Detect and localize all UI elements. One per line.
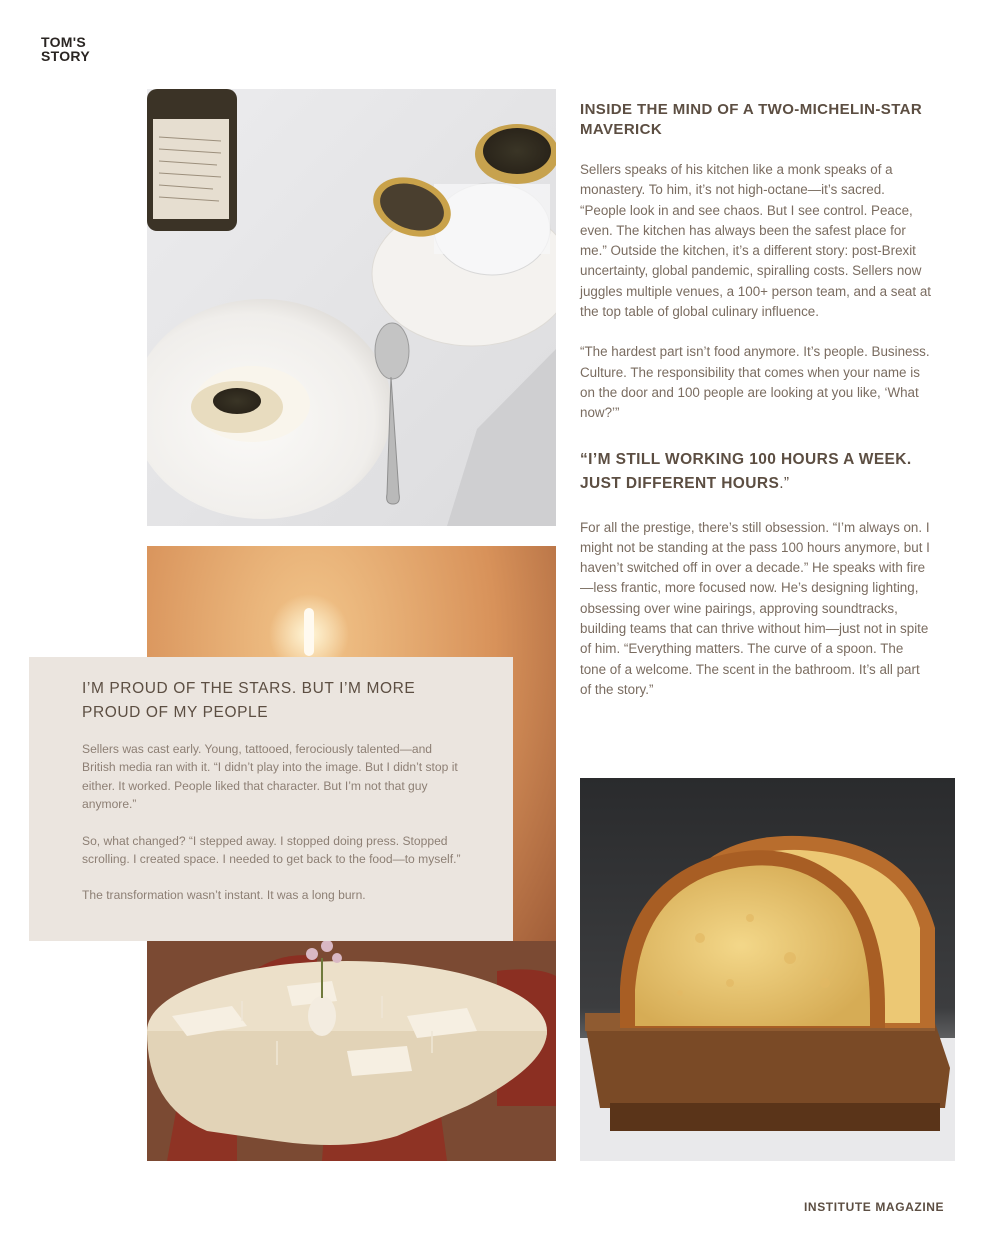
logo-line-1: TOM'S: [41, 34, 87, 50]
sidebar-heading: I’M PROUD OF THE STARS. BUT I’M MORE PROUD OF MY PEOPLE: [82, 680, 416, 721]
intro-paragraph: Sellers speaks of his kitchen like a monk speaks of a monastery. To him, it’s not high-octane—it’s sacred. “People look in and see chaos. But I see control. Peace, even. The kitchen has always been the safest place for me.” Outside the kitchen, it’s a different story: post-Brexit uncertainty, global pandemic, spiralling costs. Sellers now juggles multiple venues, a 100+ person team, and a seat at the top table of global culinary influence.: [580, 162, 931, 320]
sidebar-quote-box: [29, 657, 513, 941]
sidebar-paragraph-1: Sellers was cast early. Young, tattooed, ferociously talented—and British media ran with it. “I didn’t play into the image. But I didn’t stop it either. It worked. People liked that character. But I’m not that guy anymore.”: [82, 742, 458, 812]
article-column: [580, 100, 932, 700]
magazine-section-logo: [41, 35, 90, 63]
brioche-bread-photo: [580, 778, 955, 1161]
pull-quote: [580, 448, 932, 496]
pull-quote-text: “I’M STILL WORKING 100 HOURS A WEEK. JUST DIFFERENT HOURS: [580, 450, 912, 492]
publication-name: INSTITUTE MAGAZINE: [804, 1200, 945, 1214]
obsession-paragraph: For all the prestige, there’s still obsession. “I’m always on. I might not be standing at the pass 100 hours anymore, but I haven’t switched off in over a decade.” He speaks with fire—less frantic, more focused now. He’s designing lighting, obsessing over wine pairings, approving soundtracks, building teams that can thrive without him—just not in spite of him. “Everything matters. The curve of a spoon. The tone of a welcome. The scent in the bathroom. It’s all part of the story.”: [580, 519, 930, 697]
pull-quote-tail: .”: [779, 474, 790, 492]
caviar-dish-photo: [147, 89, 556, 526]
sidebar-paragraph-3: The transformation wasn’t instant. It was a long burn.: [82, 888, 366, 903]
article-title: INSIDE THE MIND OF A TWO-MICHELIN-STAR MAVERICK: [580, 101, 923, 138]
sidebar-paragraph-2: So, what changed? “I stepped away. I stopped doing press. Stopped scrolling. I created space. I needed to get back to the food—to myself.”: [82, 833, 461, 867]
logo-line-2: STORY: [41, 48, 90, 64]
quote-paragraph: “The hardest part isn’t food anymore. It’s people. Business. Culture. The responsibility that comes when your name is on the door and 100 people are looking at you like, ‘What now?’”: [580, 344, 930, 421]
